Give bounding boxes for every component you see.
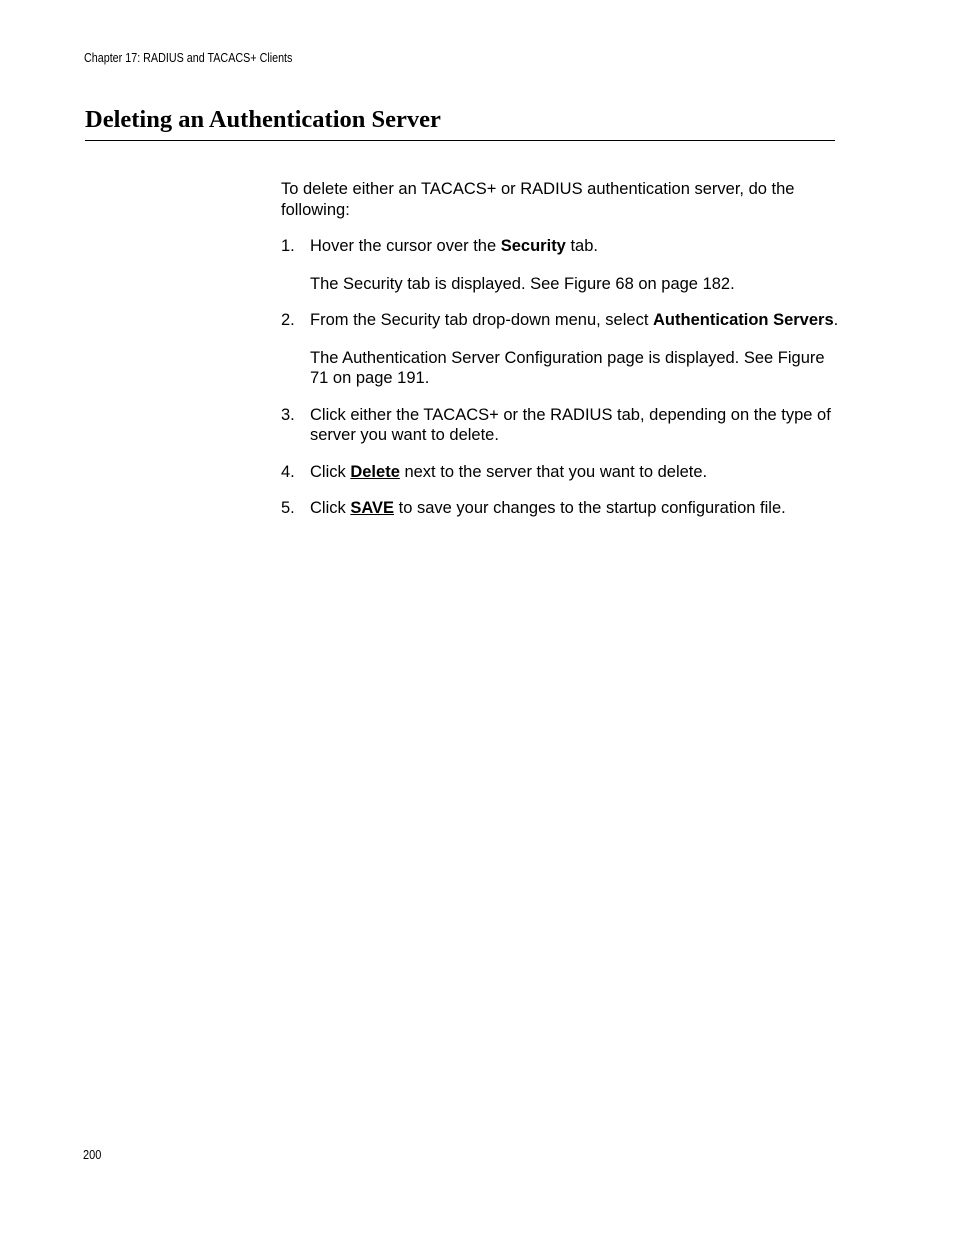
step-4 <box>281 462 846 483</box>
page-number: 200 <box>83 1148 102 1162</box>
step-instruction <box>310 310 846 331</box>
step-number: 5. <box>281 499 295 517</box>
step-text: next to the server that you want to delete. <box>399 462 708 481</box>
step-instruction <box>310 498 846 519</box>
body-text <box>281 179 846 535</box>
step-5 <box>281 498 846 519</box>
step-2 <box>281 310 846 389</box>
save-link-label: SAVE <box>350 499 395 517</box>
step-1 <box>281 236 846 294</box>
step-number: 2. <box>281 311 295 329</box>
authentication-servers-menu-label: Authentication Servers <box>653 311 834 329</box>
step-text: tab. <box>565 237 598 255</box>
step-3 <box>281 405 846 446</box>
step-number: 3. <box>281 405 295 424</box>
step-result-note: The Authentication Server Configuration page is displayed. See Figure 71 on page 191. <box>310 348 825 387</box>
step-instruction <box>310 462 846 483</box>
step-number: 4. <box>281 462 295 481</box>
step-number: 1. <box>281 237 295 255</box>
step-text: . <box>833 311 839 329</box>
section-title: Deleting an Authentication Server <box>85 106 441 133</box>
step-text: to save your changes to the startup configuration file. <box>394 499 786 517</box>
delete-link-label: Delete <box>350 462 400 481</box>
title-underline-rule <box>85 140 835 141</box>
step-instruction <box>310 236 846 257</box>
step-instruction: Click either the TACACS+ or the RADIUS tab, depending on the type of server you want to delete. <box>310 405 831 444</box>
step-text: Hover the cursor over the <box>310 237 501 255</box>
intro-paragraph: To delete either an TACACS+ or RADIUS authentication server, do the following: <box>281 180 795 219</box>
step-text: From the Security tab drop-down menu, select <box>310 311 653 329</box>
step-text: Click <box>310 499 351 517</box>
step-text: Click <box>310 462 351 481</box>
step-result-note: The Security tab is displayed. See Figure 68 on page 182. <box>310 274 735 293</box>
security-tab-label: Security <box>500 237 566 255</box>
running-header: Chapter 17: RADIUS and TACACS+ Clients <box>84 51 293 65</box>
